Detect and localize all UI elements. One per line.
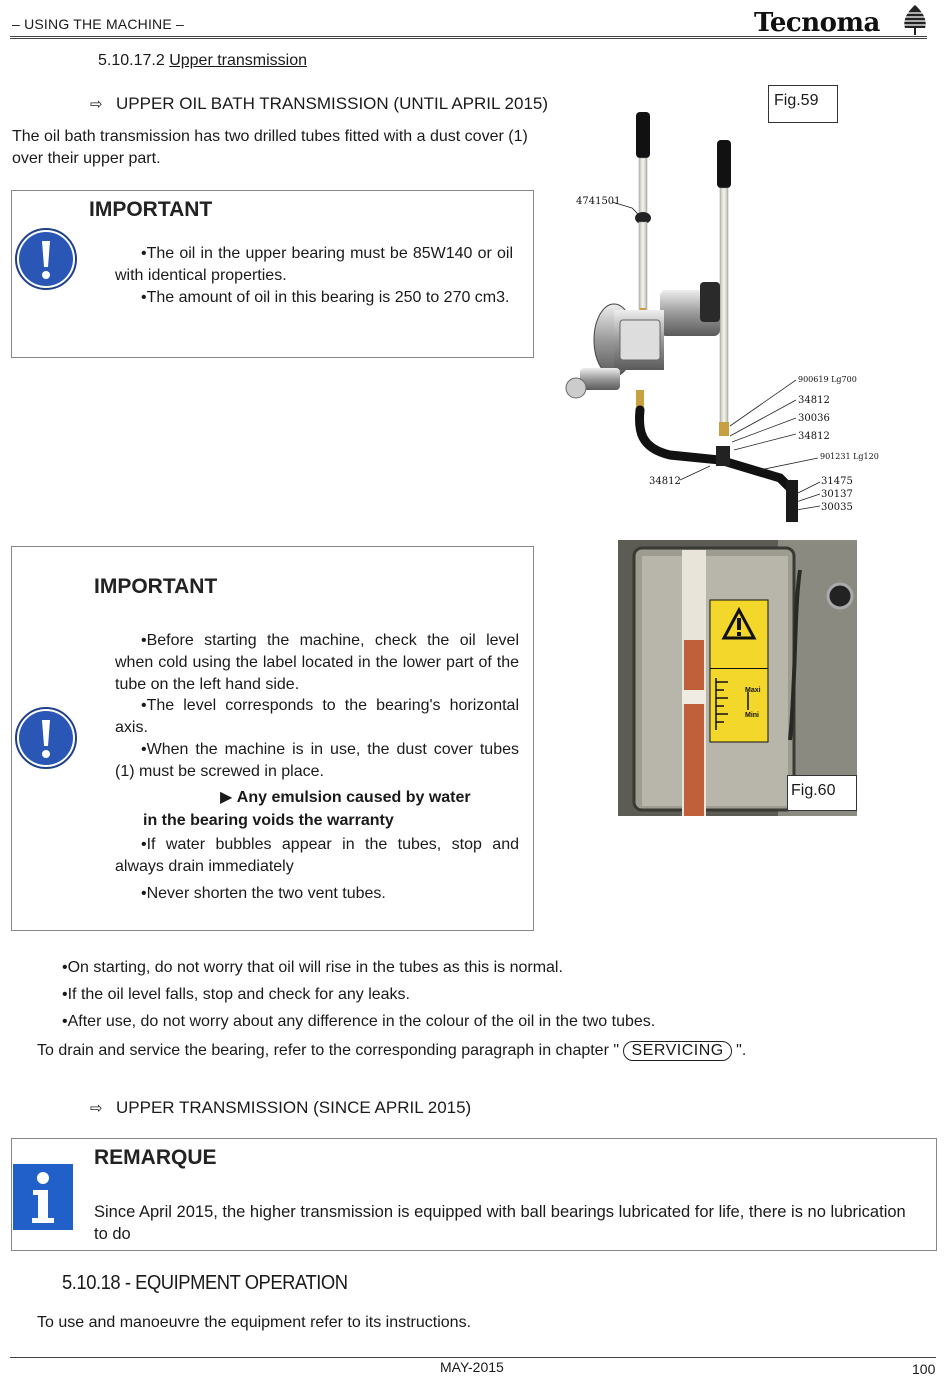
drain-text-before: To drain and service the bearing, refer to the corresponding paragraph in chapter " xyxy=(37,1042,620,1059)
bullet-item: •After use, do not worry about any difference in the colour of the oil in the two tubes. xyxy=(62,1013,656,1030)
part-label: 34812 xyxy=(798,395,830,406)
footer-date: MAY-2015 xyxy=(440,1359,504,1375)
important-2-line: •The level corresponds to the bearing's horizontal axis. xyxy=(115,697,519,737)
fig59-label: Fig.59 xyxy=(768,85,838,123)
section-number: 5.10.17.2 xyxy=(98,52,165,69)
info-icon xyxy=(13,1164,73,1230)
section-title xyxy=(98,52,307,70)
section-title-text: Upper transmission xyxy=(169,52,308,69)
arrow-right-icon: ⇨ xyxy=(90,96,103,113)
drain-paragraph xyxy=(37,1040,746,1062)
part-label: 900619 Lg700 xyxy=(798,375,857,384)
warranty-warning-line-1 xyxy=(220,787,471,807)
important-1-line: •The oil in the upper bearing must be 85W140 or oil with identical properties. xyxy=(115,245,513,284)
part-label: 34812 xyxy=(649,476,681,487)
maxi-label: Maxi xyxy=(745,687,761,694)
exclamation-icon xyxy=(14,227,78,291)
part-label: 34812 xyxy=(798,431,830,442)
servicing-chapter-link[interactable]: SERVICING xyxy=(623,1041,731,1061)
dust-cover-right xyxy=(717,140,731,188)
important-2-line: •When the machine is in use, the dust cover tubes (1) must be screwed in place. xyxy=(115,740,519,780)
header-rule xyxy=(10,36,927,39)
equipment-paragraph: To use and manoeuvre the equipment refer to its instructions. xyxy=(37,1314,472,1331)
subheading-since-2015 xyxy=(90,1098,471,1118)
header-section-label: – USING THE MACHINE – xyxy=(12,16,184,32)
part-label: 4741501 xyxy=(576,196,621,207)
drain-text-after: ". xyxy=(736,1042,747,1059)
subheading-text: UPPER OIL BATH TRANSMISSION (UNTIL APRIL 2015) xyxy=(116,94,549,113)
important-2-line: •Before starting the machine, check the oil level when cold using the label located in the lower part of the tube on the left hand side. xyxy=(115,632,519,693)
important-box-2 xyxy=(11,546,534,931)
warranty-warning-line-2: in the bearing voids the warranty xyxy=(143,812,394,829)
bubbles-line: •If water bubbles appear in the tubes, stop and always drain immediately xyxy=(115,836,519,875)
part-label: 30137 xyxy=(821,489,853,500)
important-title: IMPORTANT xyxy=(94,575,218,598)
bullet-item: •On starting, do not worry that oil will rise in the tubes as this is normal. xyxy=(62,959,563,976)
arrow-right-icon: ⇨ xyxy=(90,1100,103,1117)
important-title: IMPORTANT xyxy=(89,198,213,221)
remarque-title: REMARQUE xyxy=(94,1146,217,1169)
important-1-line: •The amount of oil in this bearing is 250 to 270 cm3. xyxy=(141,288,510,306)
subheading-text: UPPER TRANSMISSION (SINCE APRIL 2015) xyxy=(116,1098,472,1117)
page-number: 100 xyxy=(912,1361,936,1377)
exclamation-icon xyxy=(14,706,78,770)
water-bubbles-text xyxy=(115,834,519,878)
subheading-until-2015 xyxy=(90,94,548,114)
part-label: 901231 Lg120 xyxy=(820,452,879,461)
remarque-box xyxy=(11,1138,937,1251)
vent-line: •Never shorten the two vent tubes. xyxy=(141,885,386,902)
remarque-text: Since April 2015, the higher transmission is equipped with ball bearings lubricated for life, there is no lubrication to do xyxy=(94,1203,906,1243)
part-label: 31475 xyxy=(821,476,853,487)
triangle-right-icon: ▶ xyxy=(220,789,233,806)
mini-label: Mini xyxy=(745,712,759,719)
warning-text: Any emulsion caused by water xyxy=(236,789,471,806)
brand-logo: Tecnoma xyxy=(754,8,880,38)
intro-paragraph: The oil bath transmission has two drilled tubes fitted with a dust cover (1) over their upper part. xyxy=(12,128,528,167)
part-label: 30036 xyxy=(798,413,830,424)
important-2-text xyxy=(115,630,519,783)
part-label: 30035 xyxy=(821,502,853,513)
important-1-text xyxy=(115,243,513,308)
dust-cover-left xyxy=(636,112,650,158)
bullet-item: •If the oil level falls, stop and check for any leaks. xyxy=(62,986,410,1003)
fig59-transmission-diagram xyxy=(560,110,880,530)
footer-rule xyxy=(10,1357,936,1358)
section-heading-equipment: 5.10.18 - EQUIPMENT OPERATION xyxy=(62,1272,348,1294)
vent-tubes-text xyxy=(115,883,519,905)
leaf-logo-icon xyxy=(902,4,928,36)
fig60-label: Fig.60 xyxy=(787,775,857,811)
important-box-1 xyxy=(11,190,534,358)
